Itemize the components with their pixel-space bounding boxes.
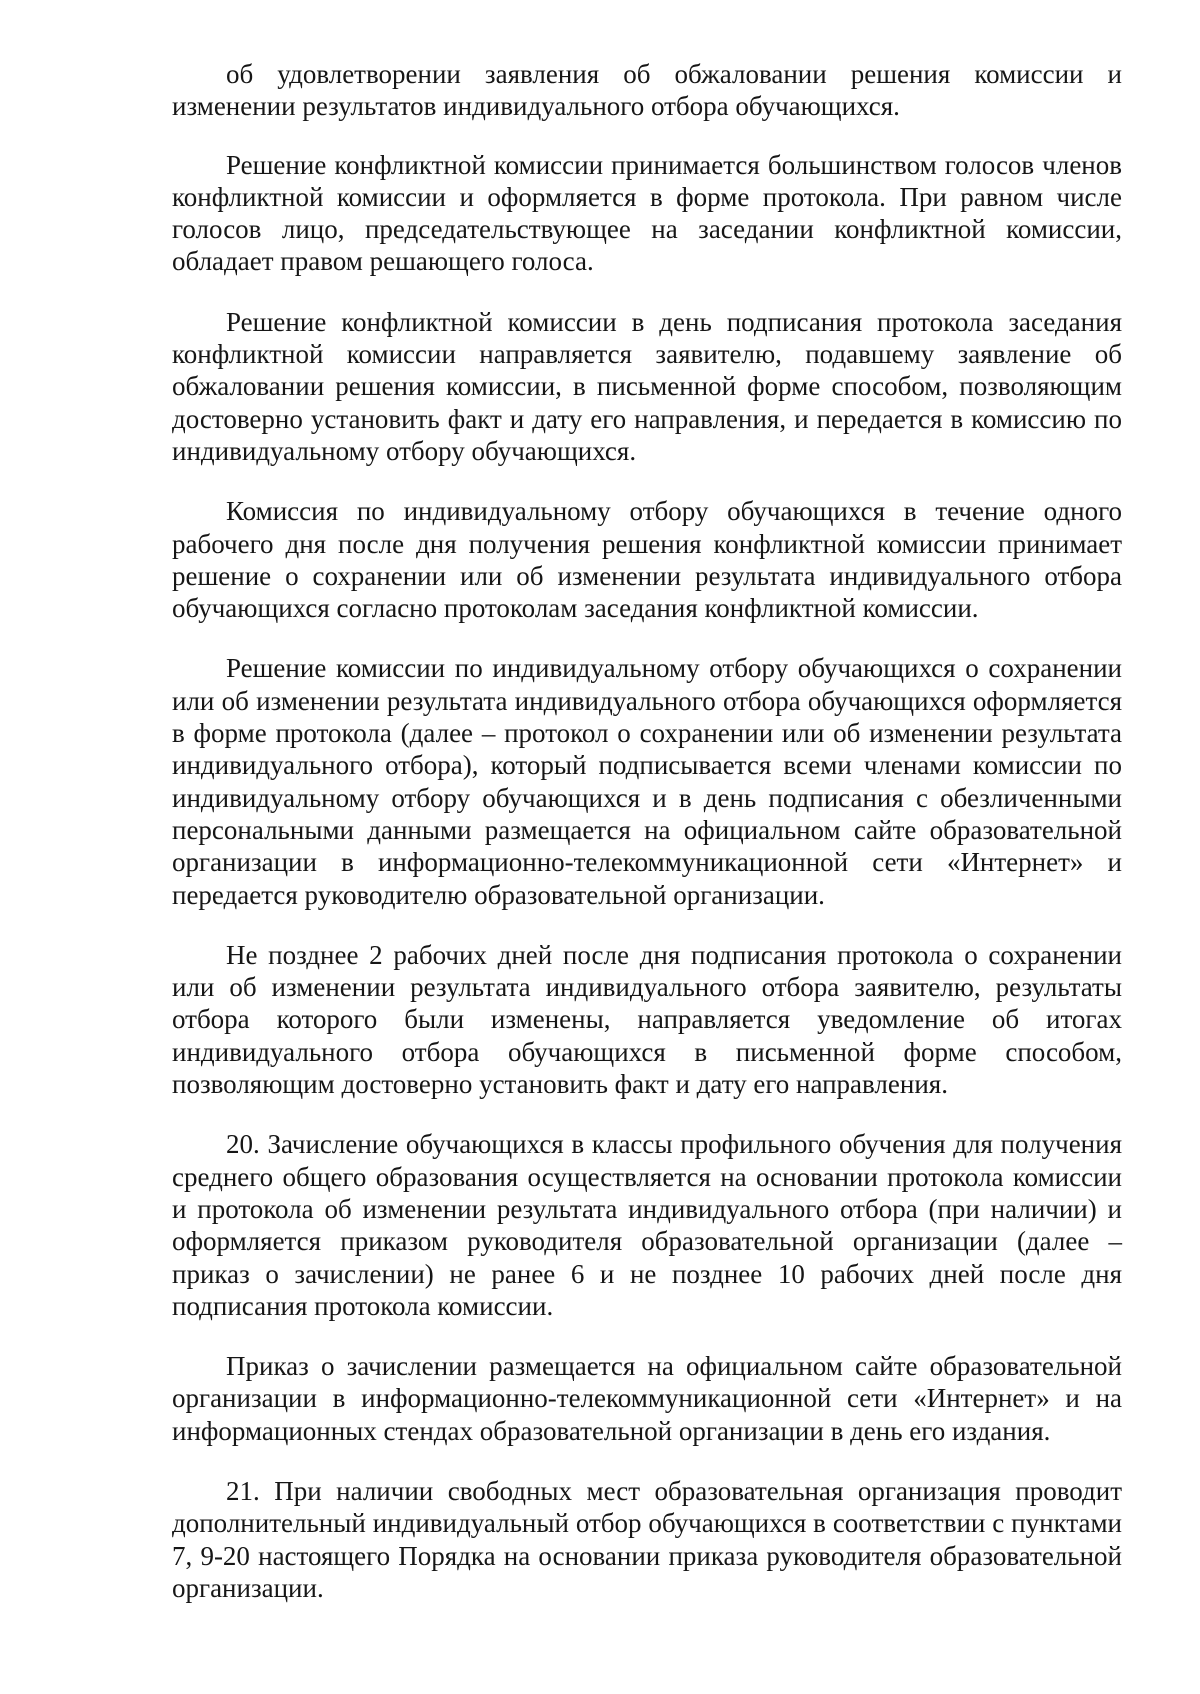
paragraph-commission-review: Комиссия по индивидуальному отбору обучающихся в течение одного рабочего дня после дня получения решения конфликтной комиссии принимает решение о сохранении или об изменении результата индивидуального отбора обучающихся согласно протоколам заседания конфликтной комиссии. (172, 496, 1122, 624)
paragraph-conflict-decision: Решение конфликтной комиссии принимается большинством голосов членов конфликтной комиссии и оформляется в форме протокола. При равном числе голосов лицо, председательствующее на заседании конфликтной комиссии, обладает правом решающего голоса. (172, 149, 1122, 277)
paragraph-decision-delivery: Решение конфликтной комиссии в день подписания протокола заседания конфликтной комиссии направляется заявителю, подавшему заявление об обжаловании решения комиссии, в письменной форме способом, позволяющим достоверно установить факт и дату его направления, и передается в комиссию по индивидуальному отбору обучающихся. (172, 306, 1122, 466)
document-page (172, 58, 1122, 1632)
paragraph-notification: Не позднее 2 рабочих дней после дня подписания протокола о сохранении или об изменении результата индивидуального отбора заявителю, результаты отбора которого были изменены, направляется уведомление об итогах индивидуального отбора обучающихся в письменной форме способом, позволяющим достоверно установить факт и дату его направления. (172, 939, 1122, 1100)
paragraph-order-publication: Приказ о зачислении размещается на официальном сайте образовательной организации в информационно-телекоммуникационной сети «Интернет» и на информационных стендах образовательной организации в день его издания. (172, 1351, 1122, 1446)
paragraph-protocol-publication: Решение комиссии по индивидуальному отбору обучающихся о сохранении или об изменении результата индивидуального отбора обучающихся оформляется в форме протокола (далее – протокол о сохранении или об изменении результата индивидуального отбора), который подписывается всеми членами комиссии по индивидуальному отбору обучающихся и в день подписания с обезличенными персональными данными размещается на официальном сайте образовательной организации в информационно-телекоммуникационной сети «Интернет» и передается руководителю образовательной организации. (172, 653, 1122, 910)
paragraph-continuation: об удовлетворении заявления об обжаловании решения комиссии и изменении результатов индивидуального отбора обучающихся. (172, 59, 1122, 122)
paragraph-item-20: 20. Зачисление обучающихся в классы профильного обучения для получения среднего общего образования осуществляется на основании протокола комиссии и протокола об изменении результата индивидуального отбора (при наличии) и оформляется приказом руководителя образовательной организации (далее – приказ о зачислении) не ранее 6 и не позднее 10 рабочих дней после дня подписания протокола комиссии. (172, 1129, 1122, 1321)
paragraph-item-21: 21. При наличии свободных мест образовательная организация проводит дополнительный индивидуальный отбор обучающихся в соответствии с пунктами 7, 9-20 настоящего Порядка на основании приказа руководителя образовательной организации. (172, 1475, 1122, 1603)
